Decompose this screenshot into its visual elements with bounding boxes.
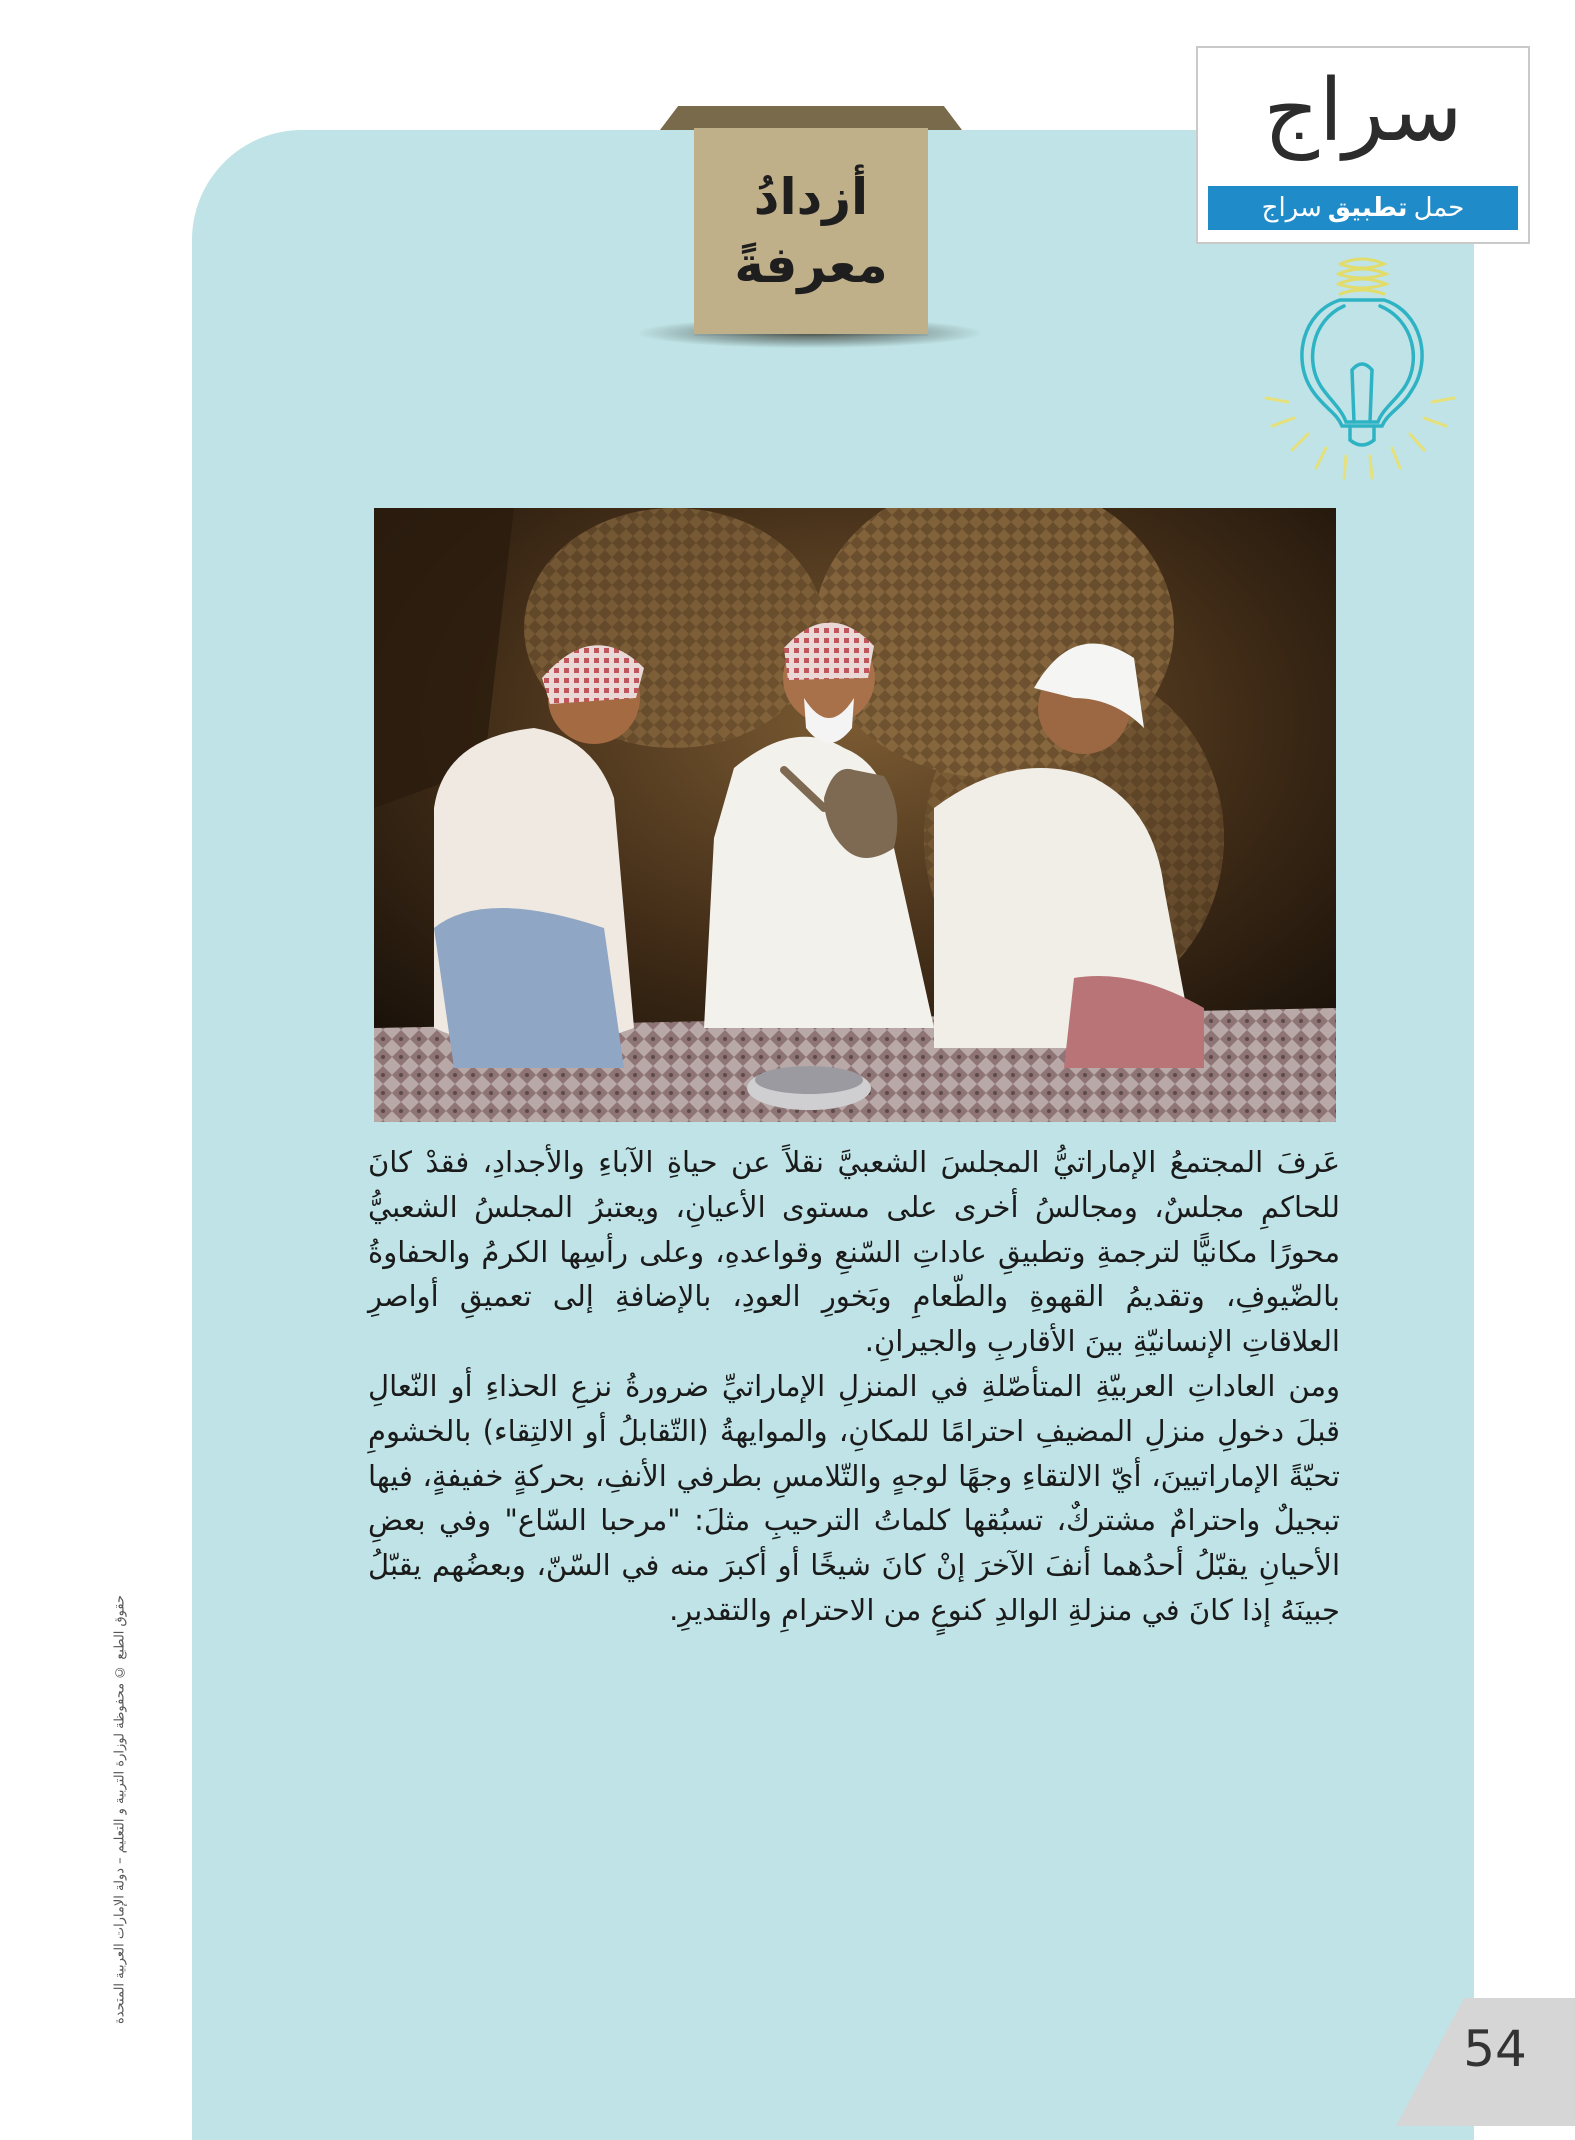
copyright-note: حقوق الطبع © محفوظة لوزارة التربية و التعليم – دولة الإمارات العربية المتحدة [112, 1595, 128, 2025]
body-text [368, 1140, 1340, 1633]
siraj-logo[interactable] [1196, 46, 1530, 244]
majlis-photo [374, 508, 1336, 1122]
logo-wordmark: سراج [1263, 61, 1463, 161]
logo-tagline-bar [1208, 186, 1518, 230]
page-number: 54 [1463, 2020, 1527, 2078]
lightbulb-icon [1252, 250, 1472, 510]
ribbon-fold [660, 106, 962, 130]
heading-line-2: معرفةً [734, 236, 888, 294]
tagline-post: سراج [1261, 193, 1322, 223]
paragraph-2: ومن العاداتِ العربيّةِ المتأصّلةِ في المنزلِ الإماراتيِّ ضرورةُ نزعِ الحذاءِ أو النّعالِ قبلَ دخولِ منزلِ المضيفِ احترامًا للمكانِ، والموايهةُ (التّقابلُ أو الالتِقاء) بالخشومِ تحيّةً الإماراتيينَ، أيّ الالتقاءِ وجهًا لوجهٍ والتّلامسِ بطرفي الأنفِ، بحركةٍ خفيفةٍ، فيها تبجيلٌ واحترامٌ مشتركٌ، تسبُقها كلماتُ الترحيبِ مثلَ: "مرحبا السّاع" وفي بعضِ الأحيانِ يقبّلُ أحدُهما أنفَ الآخرَ إنْ كانَ شيخًا أو أكبرَ منه في السّنّ، وبعضُهم يقبّلُ جبينَهُ إذا كانَ في منزلةِ الوالدِ كنوعٍ من الاحترامِ والتقديرِ. [368, 1368, 1340, 1627]
section-heading-ribbon [694, 128, 928, 334]
heading-line-1: أزدادُ [753, 168, 869, 226]
tagline-bold: تطبيق [1327, 193, 1408, 223]
tagline-pre: حمل [1413, 193, 1465, 223]
paragraph-1: عَرفَ المجتمعُ الإماراتيُّ المجلسَ الشعبيَّ نقلاً عن حياةِ الآباءِ والأجدادِ، فقدْ كانَ للحاكمِ مجلسٌ، ومجالسُ أخرى على مستوى الأعيانِ، ويعتبرُ المجلسُ الشعبيُّ محورًا مكانيًّا لترجمةِ وتطبيقِ عاداتِ السّنعِ وقواعدهِ، وعلى رأسِها الكرمُ والحفاوةُ بالضّيوفِ، وتقديمُ القهوةِ والطّعامِ وبَخورِ العودِ، بالإضافةِ إلى تعميقِ أواصرِ العلاقاتِ الإنسانيّةِ بينَ الأقاربِ والجيرانِ. [368, 1145, 1340, 1359]
